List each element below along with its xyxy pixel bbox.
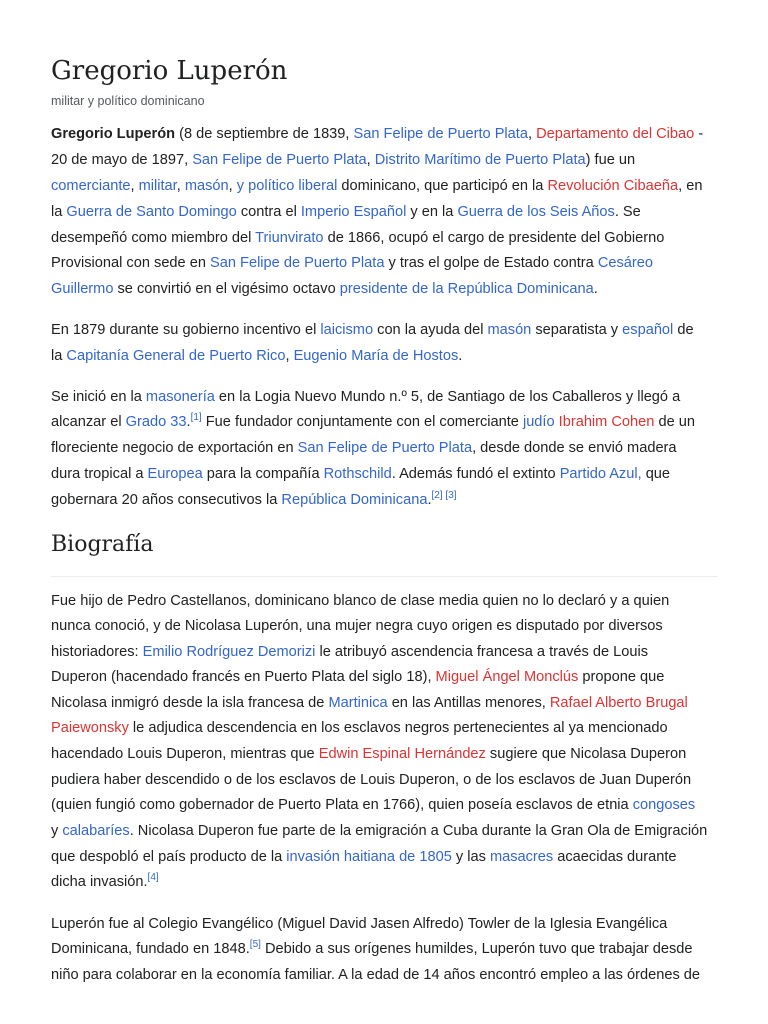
text-run: , en: [678, 178, 703, 194]
text-run: hacendado Louis Duperon, mientras que: [51, 746, 319, 762]
link[interactable]: y político liberal: [236, 178, 338, 194]
paragraph-line: [51, 915, 667, 933]
paragraph-line: [51, 592, 669, 610]
text-run: y tras el golpe de Estado contra: [384, 255, 598, 271]
paragraph-line: [51, 848, 677, 866]
reference-link[interactable]: [1]: [190, 412, 202, 423]
reference-link[interactable]: [3]: [445, 490, 457, 501]
text-run: y en la: [406, 204, 458, 220]
paragraph-line: [51, 873, 159, 891]
reference-superscript: [191, 412, 202, 423]
paragraph-line: [51, 388, 680, 406]
text-run: le adjudica descendencia en los esclavos negros pertenecientes al ya mencionado: [128, 720, 668, 736]
text-run: Luperón fue al Colegio Evangélico (Miguel David Jasen Alfredo) Towler de la Iglesia Evangélica: [51, 916, 668, 932]
link[interactable]: Cesáreo: [597, 255, 653, 271]
text-run: dicha invasión.: [51, 874, 148, 890]
text-run: se convirtió en el vigésimo octavo: [113, 281, 340, 297]
paragraph-line: [51, 940, 693, 958]
section-divider: [51, 576, 718, 577]
paragraph-line: [51, 177, 702, 195]
paragraph-line: [51, 347, 462, 365]
text-run: .: [186, 414, 191, 430]
text-run: Nicolasa inmigró desde la isla francesa de: [51, 695, 329, 711]
text-run: Provisional con sede en: [51, 255, 211, 271]
reference-superscript: [432, 490, 457, 501]
red-link[interactable]: Revolución Cibaeña: [547, 178, 679, 194]
link[interactable]: Guerra de los Seis Años: [457, 204, 615, 220]
link[interactable]: Emilio Rodríguez Demorizi: [142, 644, 316, 660]
text-run: . Nicolasa Duperon fue parte de la emigración a Cuba durante la Gran Ola de Emigración: [129, 823, 708, 839]
paragraph-line: [51, 966, 700, 984]
link[interactable]: judío: [522, 414, 555, 430]
paragraph-line: [51, 254, 653, 272]
text-run: que despobló el país producto de la: [51, 849, 287, 865]
paragraph-line: [51, 771, 691, 789]
text-run: dura tropical a: [51, 466, 148, 482]
link[interactable]: San Felipe de Puerto Plata: [297, 440, 473, 456]
text-run: separatista y: [531, 322, 623, 338]
paragraph-line: [51, 694, 688, 712]
text-run: de: [673, 322, 694, 338]
text-run: ,: [285, 348, 294, 364]
link[interactable]: comerciante: [51, 178, 131, 194]
text-run: En 1879 durante su gobierno incentivo el: [51, 322, 321, 338]
paragraph-line: [51, 491, 457, 509]
red-link[interactable]: Departamento del Cibao: [536, 126, 695, 142]
text-run: que: [641, 466, 671, 482]
text-run: ,: [527, 126, 537, 142]
link[interactable]: masonería: [145, 389, 215, 405]
text-run: Se inició en la: [51, 389, 146, 405]
text-run: propone que: [578, 669, 665, 685]
link[interactable]: español: [622, 322, 674, 338]
text-run: le atribuyó ascendencia francesa a través de Louis: [315, 644, 649, 660]
paragraph-line: [51, 617, 663, 635]
text-run: (quien fungió como gobernador de Puerto Plata en 1766), quien poseía esclavos de etnia: [51, 797, 633, 813]
link[interactable]: congoses: [632, 797, 696, 813]
text-run: Duperon (hacendado francés en Puerto Plata del siglo 18),: [51, 669, 436, 685]
text-run: desempeñó como miembro del: [51, 230, 256, 246]
text-run: y: [51, 823, 63, 839]
text-run: ) fue un: [585, 152, 636, 168]
bold-name: Gregorio Luperón: [51, 126, 176, 142]
text-run: de 1866, ocupó el cargo de presidente del Gobierno: [323, 230, 665, 246]
paragraph-line: [51, 321, 694, 339]
paragraph-line: [51, 643, 648, 661]
red-link[interactable]: Miguel Ángel Monclús: [435, 669, 579, 685]
paragraph-line: [51, 439, 677, 457]
text-run: ,: [228, 178, 237, 194]
red-link[interactable]: Ibrahim Cohen: [558, 414, 655, 430]
paragraph-line: [51, 413, 695, 431]
text-run: gobernara 20 años consecutivos la: [51, 492, 282, 508]
link[interactable]: República Dominicana: [281, 492, 428, 508]
paragraph-line: [51, 465, 670, 483]
reference-superscript: [148, 872, 159, 883]
link[interactable]: Capitanía General de Puerto Rico: [66, 348, 286, 364]
paragraph-line: [51, 745, 686, 763]
text-run: la: [51, 348, 67, 364]
text-run: sugiere que Nicolasa Duperon: [485, 746, 687, 762]
link[interactable]: Grado 33: [125, 414, 187, 430]
text-run: Fue fundador conjuntamente con el comerciante: [201, 414, 523, 430]
link[interactable]: masacres: [489, 849, 554, 865]
red-link[interactable]: Rafael Alberto Brugal: [549, 695, 688, 711]
text-run: de un: [654, 414, 695, 430]
text-run: Dominicana, fundado en 1848.: [51, 941, 250, 957]
paragraph-line: [51, 822, 707, 840]
text-run: pudiera haber descendido o de los esclavos de Louis Duperon, o de los esclavos de Juan Duperón: [51, 772, 692, 788]
text-run: . Además fundó el extinto: [391, 466, 560, 482]
page-subtitle: militar y político dominicano: [51, 94, 205, 108]
link[interactable]: Martinica: [328, 695, 388, 711]
text-run: Fue hijo de Pedro Castellanos, dominicano blanco de clase media quien no lo declaró y a quien: [51, 593, 670, 609]
link[interactable]: Guillermo: [51, 281, 114, 297]
link[interactable]: Europea: [147, 466, 203, 482]
text-run: (8 de septiembre de 1839,: [175, 126, 354, 142]
text-run: con la ayuda del: [373, 322, 488, 338]
link[interactable]: laicismo: [320, 322, 374, 338]
red-link[interactable]: Edwin Espinal Hernández: [318, 746, 486, 762]
text-run: floreciente negocio de exportación en: [51, 440, 298, 456]
red-link[interactable]: Paiewonsky: [51, 720, 129, 736]
text-run: 20 de mayo de 1897,: [51, 152, 193, 168]
link[interactable]: Distrito Marítimo de Puerto Plata: [374, 152, 586, 168]
text-run: en las Antillas menores,: [387, 695, 550, 711]
text-run: y las: [451, 849, 490, 865]
paragraph-line: [51, 796, 695, 814]
link[interactable]: Guerra de Santo Domingo: [66, 204, 237, 220]
paragraph-line: [51, 668, 664, 686]
link[interactable]: San Felipe de Puerto Plata: [192, 152, 367, 168]
link[interactable]: calabaríes: [62, 823, 130, 839]
reference-superscript: [250, 939, 261, 950]
text-run: en la Logia Nuevo Mundo n.º 5, de Santiago de los Caballeros y llegó a: [214, 389, 681, 405]
text-run: . Se: [614, 204, 641, 220]
link[interactable]: Eugenio María de Hostos: [293, 348, 459, 364]
reference-link[interactable]: [5]: [249, 939, 261, 950]
paragraph-line: [51, 719, 668, 737]
text-run: la: [51, 204, 67, 220]
link[interactable]: Imperio Español: [300, 204, 407, 220]
text-run: , desde donde se envió madera: [472, 440, 677, 456]
text-run: ,: [130, 178, 139, 194]
paragraph-line: [51, 125, 703, 143]
link[interactable]: Triunvirato: [255, 230, 324, 246]
section-heading[interactable]: Biografía: [51, 532, 154, 557]
link[interactable]: militar: [138, 178, 177, 194]
text-run: alcanzar el: [51, 414, 126, 430]
text-run: acaecidas durante: [553, 849, 677, 865]
link[interactable]: presidente de la República Dominicana: [339, 281, 594, 297]
link[interactable]: San Felipe de Puerto Plata: [353, 126, 528, 142]
paragraph-line: [51, 229, 664, 247]
paragraph-line: [51, 203, 641, 221]
text-run: contra el: [236, 204, 301, 220]
text-run: Debido a sus orígenes humildes, Luperón tuvo que trabajar desde: [260, 941, 693, 957]
text-run: .: [458, 348, 463, 364]
link[interactable]: masón: [184, 178, 229, 194]
text-run: .: [593, 281, 598, 297]
page-title: Gregorio Luperón: [51, 56, 288, 86]
link[interactable]: Rothschild: [323, 466, 392, 482]
text-run: -: [694, 126, 704, 142]
text-run: ,: [366, 152, 375, 168]
text-run: niño para colaborar en la economía familiar. A la edad de 14 años encontró empleo a las órdenes de: [51, 967, 701, 983]
text-run: .: [427, 492, 432, 508]
text-run: para la compañía: [202, 466, 324, 482]
reference-link[interactable]: [4]: [147, 872, 159, 883]
reference-link[interactable]: [2]: [431, 490, 443, 501]
link[interactable]: Partido Azul,: [559, 466, 642, 482]
link[interactable]: masón: [487, 322, 532, 338]
text-run: nunca conoció, y de Nicolasa Luperón, una mujer negra cuyo origen es disputado por diversos: [51, 618, 663, 634]
text-run: dominicano, que participó en la: [337, 178, 548, 194]
paragraph-line: [51, 151, 635, 169]
link[interactable]: invasión haitiana de 1805: [286, 849, 452, 865]
text-run: ,: [176, 178, 185, 194]
link[interactable]: San Felipe de Puerto Plata: [210, 255, 385, 271]
paragraph-line: [51, 280, 598, 298]
text-run: historiadores:: [51, 644, 143, 660]
